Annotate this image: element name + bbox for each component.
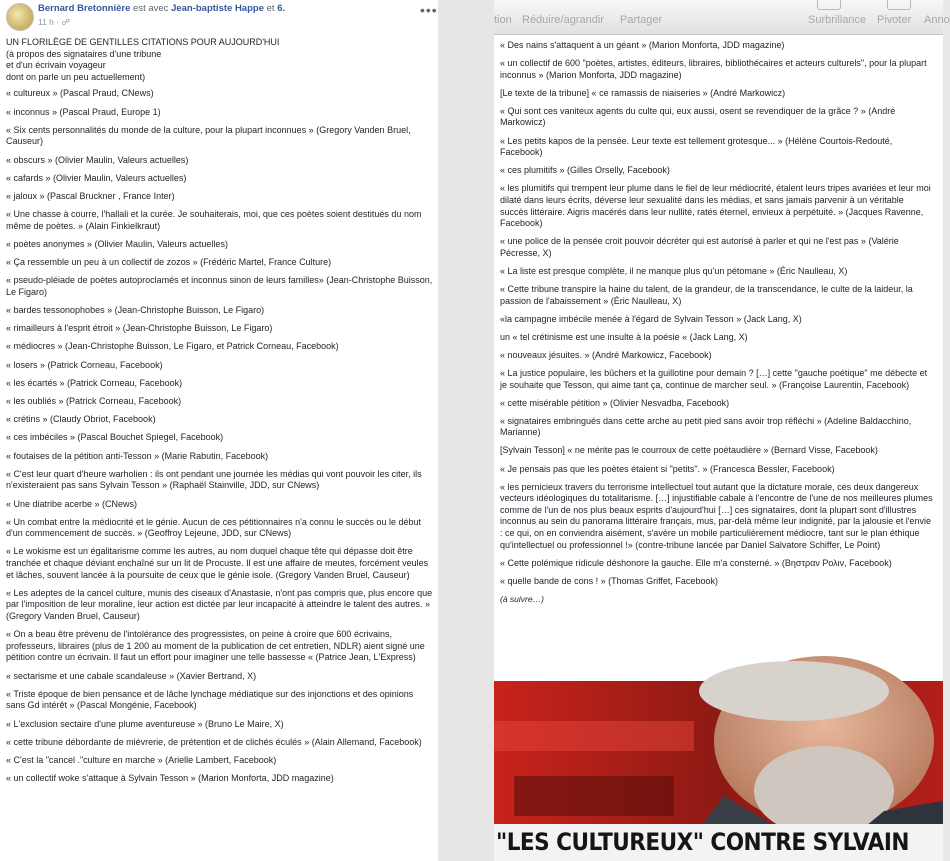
post-quote-line: « obscurs » (Olivier Maulin, Valeurs actuelles) xyxy=(6,154,189,165)
author-avatar[interactable] xyxy=(6,3,34,31)
highlight-button[interactable]: Surbrillance xyxy=(808,14,867,26)
tagged-person-link[interactable]: Jean-baptiste Happe xyxy=(171,3,264,14)
document-quote-line: « signataires embringués dans cette arche au petit pied sans avoir trop réfléchi » (Adeline Baldacchino, Marianne) xyxy=(500,415,912,438)
highlight-icon[interactable] xyxy=(817,0,841,10)
post-timestamp[interactable] xyxy=(38,17,70,28)
post-quote-line: « pseudo-pléiade de poètes autoproclamés et inconnus sinon de leurs familles» (Jean-Christophe Buisson, Le Figaro) xyxy=(6,275,433,297)
rotate-button[interactable]: Pivoter xyxy=(877,14,912,26)
author-name-link[interactable]: Bernard Bretonnière xyxy=(38,3,131,14)
globe-icon: · ☍ xyxy=(56,17,71,27)
share-button[interactable]: Partager xyxy=(620,14,663,26)
document-quote-line: « La justice populaire, les bûchers et la guillotine pour demain ? […] cette "gauche poétique" me débecte et je souhaite que Tesson, qui aime tant ça, continue de marcher seul. » (Françoise Laurentin, Facebook) xyxy=(500,367,928,390)
to-follow-note: (à suivre…) xyxy=(500,593,544,604)
post-quote-line: « Un combat entre la médiocrité et le génie. Aucun de ces pétitionnaires n'a connu le succès ou le début d'un commencement de succès. » (Geoffroy Lejeune, JDD, sur CNews) xyxy=(6,516,421,539)
document-text xyxy=(500,40,934,612)
document-quote-line: « La liste est presque complète, il ne manque plus qu'un pétomane » (Éric Naulleau, X) xyxy=(500,265,848,276)
zoom-button[interactable]: Réduire/agrandir xyxy=(522,14,604,26)
document-quote-line: « Des nains s'attaquent à un géant » (Marion Monforta, JDD magazine) xyxy=(500,40,785,50)
post-quote-line: « les écartés » (Patrick Corneau, Facebook) xyxy=(6,377,183,388)
rotate-icon[interactable] xyxy=(887,0,911,10)
more-dots-icon[interactable]: ••• xyxy=(420,2,438,18)
tv-banner xyxy=(494,824,943,861)
post-quote-line: « crétins » (Claudy Obriot, Facebook) xyxy=(6,414,156,425)
post-quote-line: « C'est la "cancel ."culture en marche » (Arielle Lambert, Facebook) xyxy=(6,754,277,765)
post-quote-line: « On a beau être prévenu de l'intolérance des progressistes, on peine à croire que 600 écrivains, professeurs, libraires (plus de 1 200 au moment de la publication de cet entretien, NDLR) aient signé une pétition contre un écrivain. Il faut un effort pour imaginer une telle bassesse « (Patrice Jean, L'Express) xyxy=(6,629,425,663)
post-quote-line: « inconnus » (Pascal Praud, Europe 1) xyxy=(6,106,161,117)
post-quote-line: « cultureux » (Pascal Praud, CNews) xyxy=(6,88,154,99)
post-text xyxy=(6,37,434,791)
post-quote-line: « poètes anonymes » (Olivier Maulin, Valeurs actuelles) xyxy=(6,238,228,249)
post-quote-line: « bardes tessonophobes » (Jean-Christophe Buisson, Le Figaro) xyxy=(6,305,265,316)
toolbar-action-partial[interactable]: tion xyxy=(494,14,512,26)
post-quote-line: « les oubliés » (Patrick Corneau, Facebook) xyxy=(6,395,182,406)
document-quote-list xyxy=(500,40,934,587)
post-intro: UN FLORILÈGE DE GENTILLES CITATIONS POUR AUJOURD'HUI (à propos des signataires d'une tribune et d'un écrivain voyageur dont on parle un peu actuellement) xyxy=(6,37,280,82)
post-header xyxy=(0,0,438,32)
document-quote-line: « les plumitifs qui trempent leur plume dans le fiel de leur médiocrité, étalent leurs tripes avariées et leur moi dilaté dans leurs écrits, déverse leur sexualité dans les médias, et sans jamais parvenir à un véritable succès littéraire. Aigris macérés dans leur nullité, ratés éternel, envieux à perpétuité. » (Jacques Ravenne, Facebook) xyxy=(500,183,931,229)
document-quote-line: « Les petits kapos de la pensée. Leur texte est tellement grotesque... » (Hélène Courtois-Redouté, Facebook) xyxy=(500,135,893,158)
document-quote-line: « un collectif de 600 "poètes, artistes, éditeurs, libraires, bibliothécaires et acteurs culturels", pour la plupart inconnus » (Marion Monforta, JDD magazine) xyxy=(500,58,927,80)
post-quote-line: « Triste époque de bien pensance et de lâche lynchage médiatique sur des injonctions et des opinions sans Gd intérêt » (Pascal Mongénie, Facebook) xyxy=(6,688,414,711)
window-gap xyxy=(438,0,494,861)
document-quote-line: « ces plumitifs » (Gilles Orselly, Facebook) xyxy=(500,165,670,176)
post-quote-line: « médiocres » (Jean-Christophe Buisson, Le Figaro, et Patrick Corneau, Facebook) xyxy=(6,341,339,352)
post-quote-line: « cette tribune débordante de miévrerie, de prétention et de clichés éculés » (Alain Allemand, Facebook) xyxy=(6,736,422,747)
post-quote-line: « Ça ressemble un peu à un collectif de zozos » (Frédéric Martel, France Culture) xyxy=(6,257,332,268)
tv-banner-text: "LES CULTUREUX" CONTRE SYLVAIN xyxy=(496,828,909,856)
post-quote-line: « foutaises de la pétition anti-Tesson » (Marie Rabutin, Facebook) xyxy=(6,450,269,461)
facebook-post-panel xyxy=(0,0,438,861)
post-quote-list xyxy=(6,88,434,784)
post-quote-line: « Une chasse à courre, l'hallali et la curée. Je souhaiterais, moi, que ces poètes soient destitués du nom même de poètes. » (Alain Finkielkraut) xyxy=(6,209,422,231)
post-quote-line: « cafards » (Olivier Maulin, Valeurs actuelles) xyxy=(6,172,187,183)
post-quote-line: « Six cents personnalités du monde de la culture, pour la plupart inconnues » (Gregory Vanden Bruel, Causeur) xyxy=(6,124,411,147)
tv-screenshot xyxy=(494,681,943,861)
post-quote-line: « Le wokisme est un égalitarisme comme les autres, au nom duquel chaque tête qui dépasse doit être tranchée et chaque déviant enchaîné sur un lit de Procuste. Il est une affaire de meutes, forcément veules et lâches, souvent lancée à la poursuite de ceux que le génie isole. (Gregory Vanden Bruel, Causeur) xyxy=(6,546,429,580)
document-quote-line: « cette misérable pétition » (Olivier Nesvadba, Facebook) xyxy=(500,397,730,408)
document-page xyxy=(494,35,943,681)
post-quote-line: « ces imbéciles » (Pascal Bouchet Spiegel, Facebook) xyxy=(6,432,224,443)
preview-window xyxy=(494,0,950,861)
post-quote-line: « C'est leur quart d'heure warholien : ils ont pendant une journée les médias qui vont pouvoir les citer, ils n'existeraient pas sans Sylvain Tesson » (Raphaël Stainville, JDD, sur CNews) xyxy=(6,468,422,491)
document-quote-line: « Qui sont ces vaniteux agents du culte qui, eux aussi, osent se revendiquer de la grâce ? » (André Markowicz) xyxy=(500,105,896,128)
document-quote-line: «la campagne imbécile menée à l'égard de Sylvain Tesson » (Jack Lang, X) xyxy=(500,313,802,324)
post-quote-line: « rimailleurs à l'esprit étroit » (Jean-Christophe Buisson, Le Figaro) xyxy=(6,323,273,334)
post-quote-line: « L'exclusion sectaire d'une plume aventureuse » (Bruno Le Maire, X) xyxy=(6,718,284,729)
document-quote-line: « une police de la pensée croit pouvoir décréter qui est autorisé à parler et qui ne l'est pas » (Valérie Pécresse, X) xyxy=(500,236,899,258)
and-text: et xyxy=(266,3,275,14)
document-quote-line: « Cette tribune transpire la haine du talent, de la grandeur, de la transcendance, le culte de la laideur, la passion de l'abaissement » (Éric Naulleau, X) xyxy=(500,284,913,306)
post-quote-line: « un collectif woke s'attaque à Sylvain Tesson » (Marion Monforta, JDD magazine) xyxy=(6,773,334,784)
post-quote-line: « sectarisme et une cabale scandaleuse » (Xavier Bertrand, X) xyxy=(6,670,257,681)
annotate-button[interactable]: Anno xyxy=(924,14,950,26)
document-quote-line: un « tel crétinisme est une insulte à la poésie « (Jack Lang, X) xyxy=(500,331,748,342)
document-quote-line: [Le texte de la tribune] « ce ramassis de niaiseries » (André Markowicz) xyxy=(500,87,786,98)
post-quote-line: « jaloux » (Pascal Bruckner , France Inter) xyxy=(6,190,175,201)
post-time[interactable]: 11 h xyxy=(38,17,54,27)
document-quote-line: « les pernicieux travers du terrorisme intellectuel tout autant que la dictature morale, ces deux dangereux vecteurs idéologiques du totalitarisme. […] injustifiable cabale à l'encontre de l'une de nos meilleures plumes comme de l'un de nos plus beaux esprits d'aujourd'hui […] ces signataires, dont la plupart sont d'illustres inconnus au sein du panorama littéraire français, mus, par-delà même leur indignité, par la jalousie et l'envie : ce qui, on en conviendra aisément, s'avère un mobile particulièrement médiocre, tant sur le plan éthique qu'intellectuel ou professionnel !» (contre-tribune lancée par Daniel Salvatore Schiffer, Le Point) xyxy=(500,481,933,550)
document-quote-line: « nouveaux jésuites. » (André Markowicz, Facebook) xyxy=(500,349,712,360)
post-quote-line: « losers » (Patrick Corneau, Facebook) xyxy=(6,359,163,370)
post-quote-line: « Une diatribe acerbe » (CNews) xyxy=(6,498,138,509)
author-line xyxy=(38,3,285,14)
document-quote-line: « Cette polémique ridicule déshonore la gauche. Elle m'a consterné. » (Βηστραν Ρολιν, Facebook) xyxy=(500,557,892,568)
document-quote-line: « Je pensais pas que les poètes étaient si "petits". » (Francesca Bessler, Facebook) xyxy=(500,463,835,474)
preview-toolbar xyxy=(494,0,950,35)
others-count-link[interactable]: 6. xyxy=(277,3,286,14)
with-text: est avec xyxy=(133,3,169,14)
document-quote-line: « quelle bande de cons ! » (Thomas Griffet, Facebook) xyxy=(500,575,718,586)
post-quote-line: « Les adeptes de la cancel culture, munis des ciseaux d'Anastasie, n'ont pas compris que, plus encore que par l'imposition de leur moraline, leur action est dictée par leur incapacité à atteindre le talent des autres. » (Gregory Vanden Bruel, Causeur) xyxy=(6,587,433,622)
document-quote-line: [Sylvain Tesson] « ne mérite pas le courroux de cette poétaudière » (Bernard Visse, Facebook) xyxy=(500,445,878,456)
